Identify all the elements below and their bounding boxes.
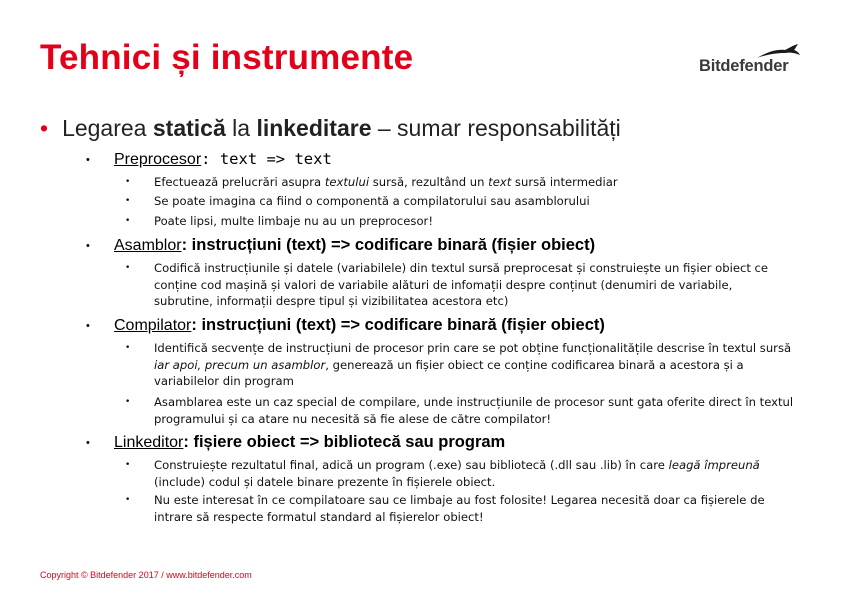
- section-desc: : instrucțiuni (text) => codificare binară (fișier obiect): [181, 236, 596, 254]
- section-linkeditor: [86, 433, 505, 452]
- section-name: Preprocesor: [114, 151, 202, 168]
- section-name: Compilator: [114, 317, 192, 334]
- bitdefender-logo: [695, 42, 805, 82]
- bullet: •: [86, 153, 90, 166]
- footer-copyright: Copyright © Bitdefender 2017 / www.bitdefender.com: [40, 570, 252, 580]
- main-bullet: • Legarea statică la linkeditare – sumar responsabilități: [40, 115, 621, 141]
- bullet: •: [86, 239, 90, 252]
- section-desc: : instrucțiuni (text) => codificare binară (fișier obiect): [191, 316, 605, 334]
- section-compilator: [86, 316, 605, 335]
- bullet: •: [40, 115, 49, 141]
- section-name: Linkeditor: [114, 434, 184, 451]
- section-desc: : fișiere obiect => bibliotecă sau program: [183, 433, 506, 451]
- bullet: •: [86, 436, 90, 449]
- page-title: Tehnici și instrumente: [40, 38, 414, 77]
- section-name: Asamblor: [114, 237, 182, 254]
- bullet: •: [86, 319, 90, 332]
- section-desc: : text => text: [201, 150, 332, 168]
- section-asamblor: [86, 236, 595, 255]
- logo-text: Bitdefender: [699, 57, 789, 75]
- section-preprocesor: [86, 150, 332, 169]
